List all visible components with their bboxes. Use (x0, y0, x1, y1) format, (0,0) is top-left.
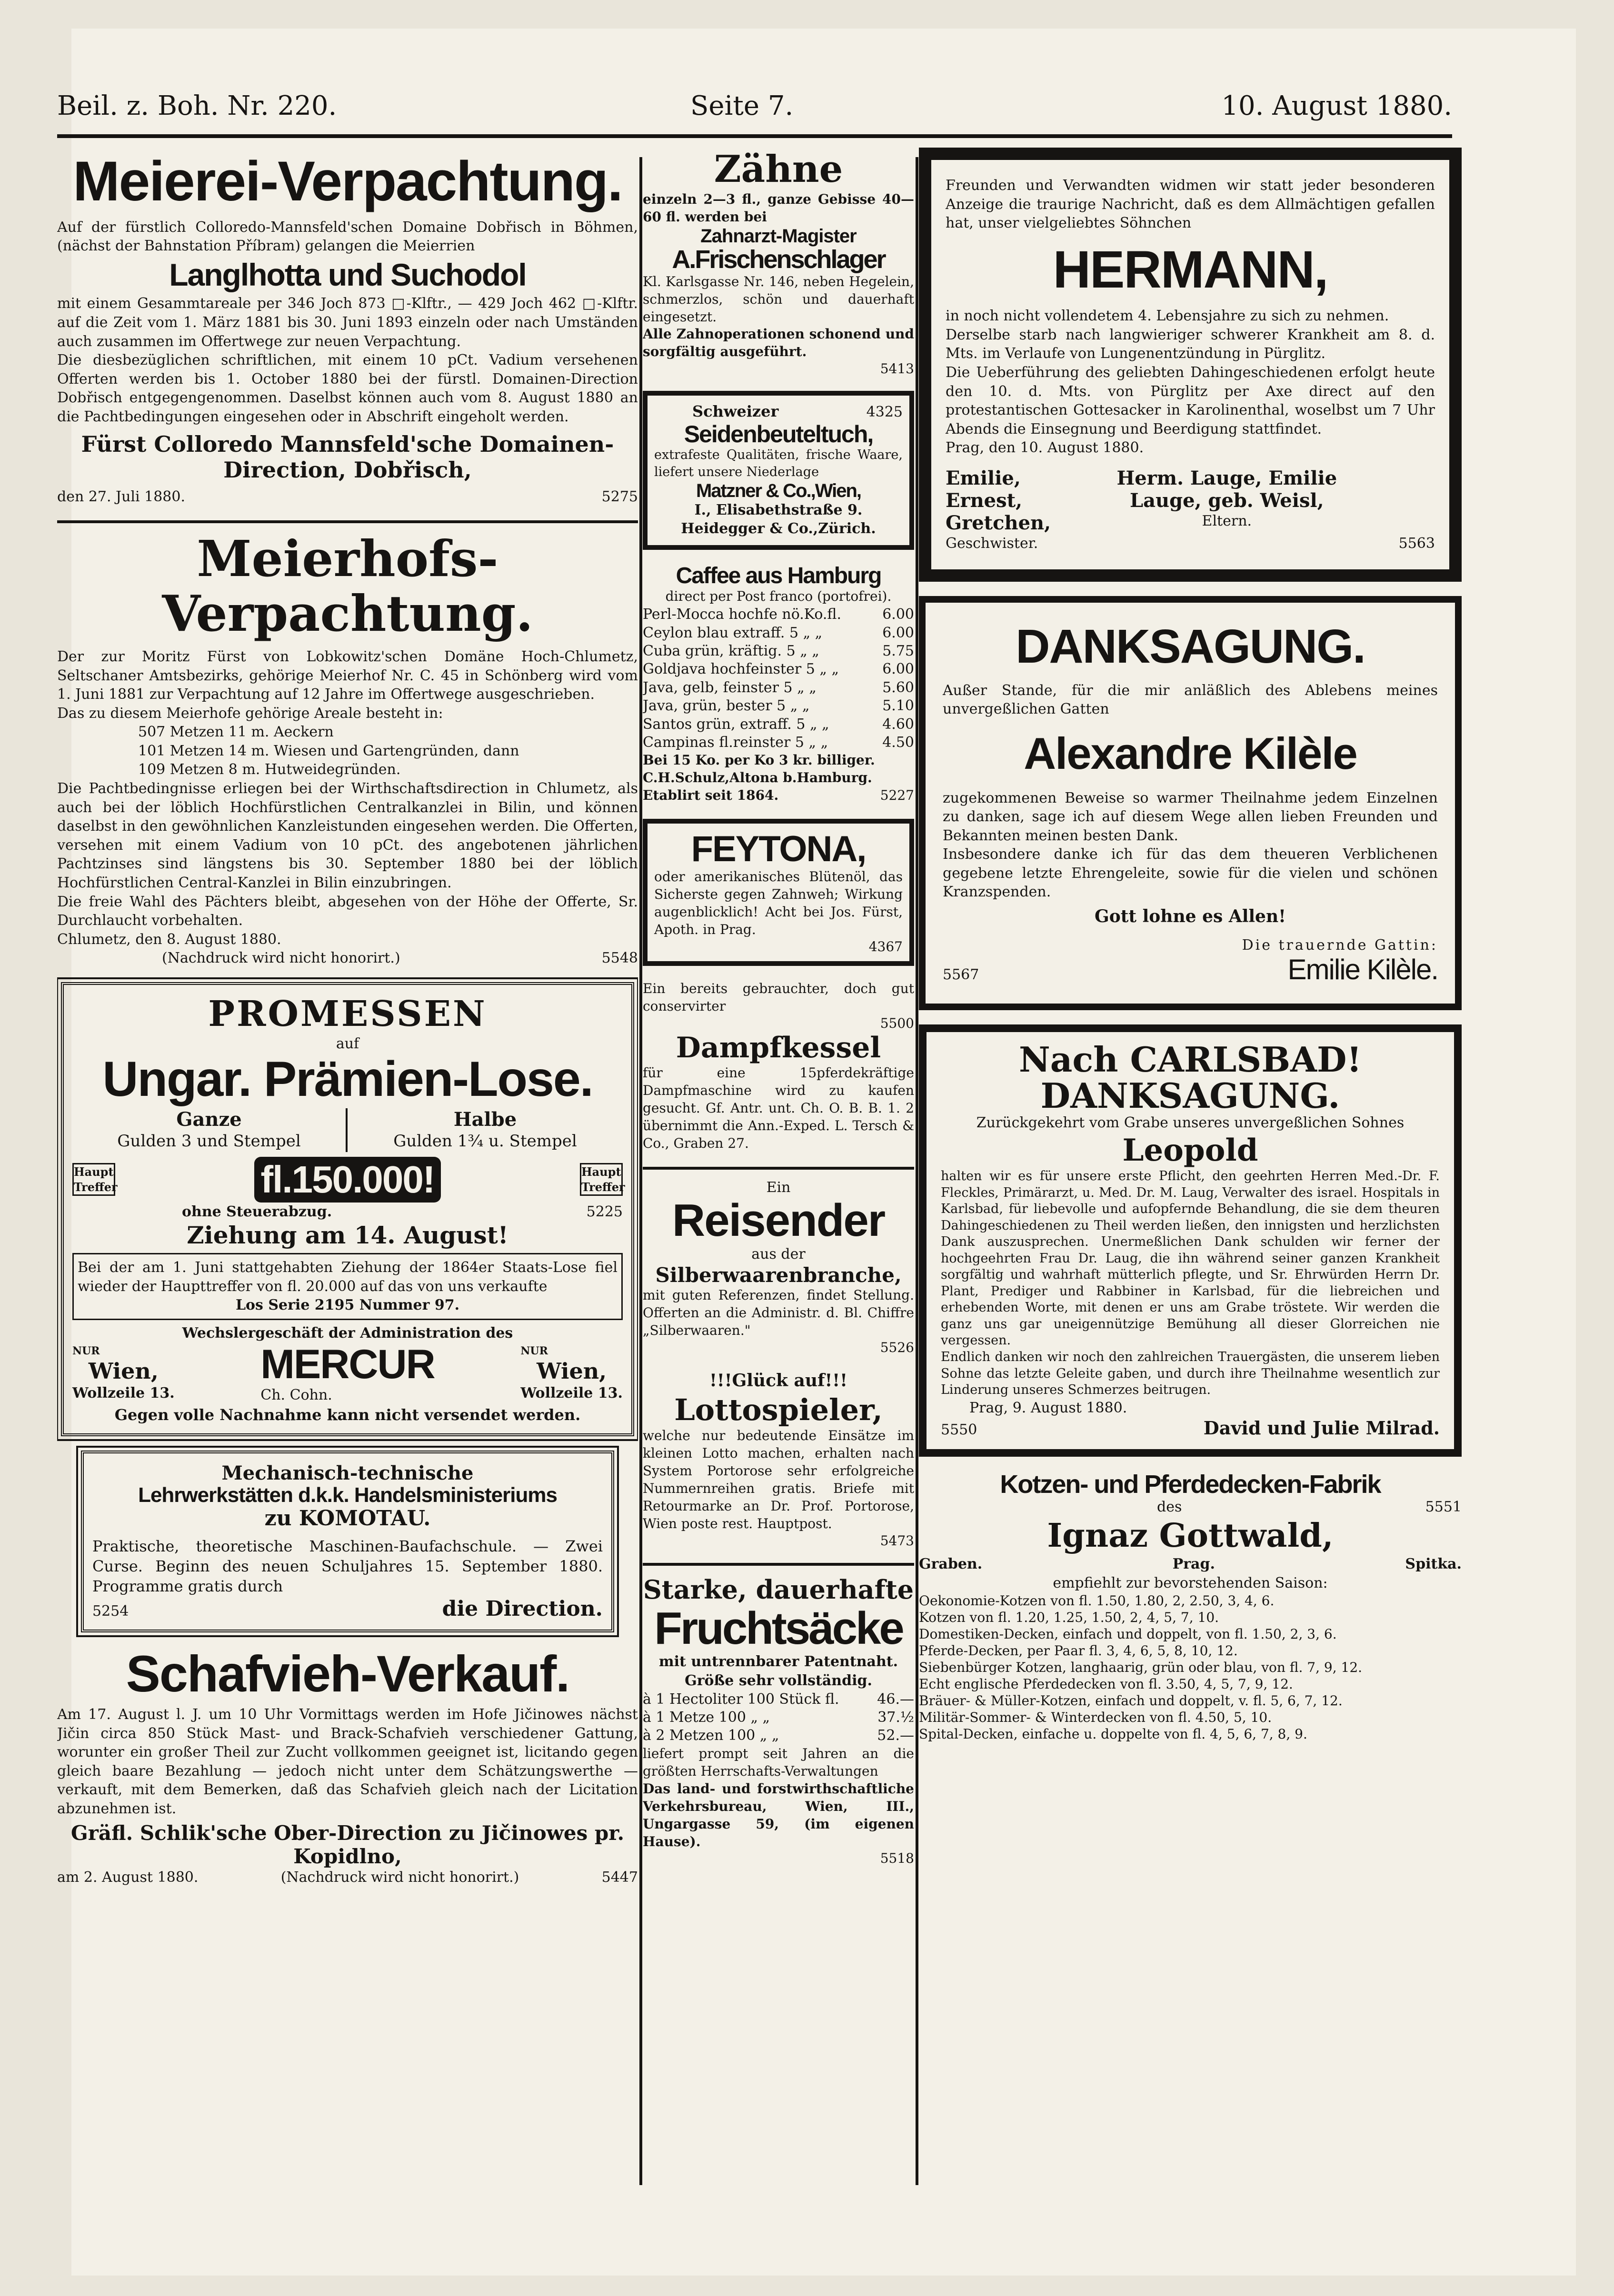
ad-text: !!!Glück auf!!! (709, 1371, 847, 1391)
item-price: 6.00 (882, 624, 914, 641)
column-middle (643, 148, 914, 2195)
item-label: à 2 Metzen 100 „ „ (643, 1727, 779, 1744)
ad-title: zu KOMOTAU. (264, 1506, 431, 1531)
haupt-amount: fl.150.000! (254, 1157, 441, 1203)
ad-signature: Emilie Kilèle. (1287, 954, 1438, 986)
item-price: 37.½ (877, 1709, 914, 1726)
ad-lotto (643, 1370, 914, 1548)
ad-title: DANKSAGUNG. (1040, 1075, 1340, 1116)
ad-text: Der zur Moritz Fürst von Lobkowitz'schen Domäne Hoch-Chlumetz, Seltschaner Amtsbezirks, gehörige Meierhof Nr. C. 45 in Schönberg wird vom 1. Juni 1881 zur Verpachtung auf 12 Jahre im Offertwege ausgeschrieben. (57, 648, 638, 703)
ad-number: 5526 (880, 1340, 914, 1356)
parent-label: Eltern. (1202, 513, 1252, 530)
item-price: 5.75 (882, 643, 914, 660)
ad-number: 5275 (601, 488, 638, 505)
ad-text: Die Ueberführung des geliebten Dahingeschiedenen erfolgt heute den 10. d. Mts. von Pürglitz per Axe direct auf den protestantischen Gottesacker in Karolinenthal, woselbst um 7 Uhr Abends die Einsegnung und Beerdigung stattfindet. (946, 364, 1435, 437)
ad-note: ohne Steuerabzug. (182, 1203, 332, 1220)
ad-title: Fruchtsäcke (654, 1602, 903, 1654)
ad-reisender (643, 1178, 914, 1356)
ad-number: 5254 (92, 1602, 129, 1620)
ad-text: Alle Zahnoperationen schonend und sorgfältig ausgeführt. (643, 326, 914, 360)
ad-date: am 2. August 1880. (57, 1869, 199, 1886)
ad-parents (1094, 467, 1360, 531)
mercur-addr: Wollzeile 13. (520, 1385, 623, 1402)
list-item (643, 734, 914, 752)
list-item: Domestiken-Decken, einfach und doppelt, von fl. 1.50, 2, 3, 6. (919, 1626, 1337, 1642)
ad-text: Praktische, theoretische Maschinen-Baufachschule. — Zwei Curse. Beginn des neuen Schuljahres 15. September 1880. Programme gratis durch (92, 1537, 603, 1596)
ad-title: FEYTONA, (691, 829, 866, 870)
ad-text: Ein bereits gebrauchter, doch gut conservirter (643, 980, 914, 1014)
ad-ziehung: Ziehung am 14. August! (187, 1221, 508, 1250)
ad-footer (643, 787, 914, 805)
price-list (919, 1592, 1462, 1742)
ad-number: 4367 (868, 938, 903, 954)
ad-number: 5550 (941, 1421, 977, 1439)
item-label: Cuba grün, kräftig. 5 „ „ (643, 643, 819, 660)
ad-area-1: 507 Metzen 11 m. Aeckern (138, 724, 334, 741)
list-item: Militär-Sommer- & Winterdecken von fl. 4.50, 5, 10. (919, 1710, 1272, 1726)
ad-signature: Fürst Colloredo Mannsfeld'sche Domainen-Direction, Dobřisch, (81, 431, 614, 483)
ad-number: 5567 (943, 966, 979, 984)
ad-text: des (1157, 1499, 1182, 1516)
price-halbe (348, 1108, 623, 1152)
column-rule-2 (916, 157, 918, 2185)
list-item (643, 697, 914, 715)
ad-places: Langlhotta und Suchodol (169, 257, 526, 293)
ad-title: Reisender (672, 1195, 885, 1246)
ad-firm: C.H.Schulz,Altona b.Hamburg. (643, 770, 872, 786)
item-label: Java, grün, bester 5 „ „ (643, 697, 810, 715)
list-item (643, 660, 914, 678)
ad-serie: Los Serie 2195 Nummer 97. (235, 1297, 460, 1314)
ad-note: Gegen volle Nachnahme kann nicht versendet werden. (114, 1405, 581, 1424)
ad-caffee (643, 564, 914, 805)
ad-title: Caffee aus Hamburg (676, 563, 881, 588)
ad-title: Starke, dauerhafte (643, 1574, 914, 1605)
ad-text: Bei der am 1. Juni stattgehabten Ziehung der 1864er Staats-Lose fiel wieder der Haupttreffer von fl. 20.000 auf das von uns verkaufte (78, 1259, 618, 1295)
ad-title: Lottospieler, (674, 1392, 883, 1427)
addr-graben: Graben. (919, 1556, 983, 1573)
mercur-title: MERCUR (260, 1341, 435, 1387)
issue-number: Beil. z. Boh. Nr. 220. (57, 90, 337, 121)
ad-number: 5227 (880, 787, 914, 804)
ad-text: welche nur bedeutende Einsätze im kleinen Lotto machen, erhalten nach System Portorose sehr erfolgreiche Nummernreihen gratis. Briefe mit Retourmarke an Dr. Prof. Portorose, Wien poste rest. Hauptpost. (643, 1427, 914, 1531)
list-item (643, 1727, 914, 1745)
ad-text: liefert prompt seit Jahren an die größten Herrschafts-Verwaltungen (643, 1745, 914, 1779)
ad-text: extrafeste Qualitäten, frische Waare, liefert unsere Niederlage (654, 447, 903, 480)
list-item (643, 1690, 914, 1709)
ad-text: Größe sehr vollständig. (685, 1672, 872, 1689)
ad-date: den 27. Juli 1880. (57, 488, 186, 505)
list-item: Kotzen von fl. 1.20, 1.25, 1.50, 2, 4, 5, 7, 10. (919, 1610, 1219, 1626)
ad-footer (943, 954, 1438, 984)
ad-date: Chlumetz, den 8. August 1880. (57, 931, 281, 948)
ad-lose: Ungar. Prämien-Lose. (102, 1051, 593, 1107)
item-price: 4.50 (882, 734, 914, 751)
ad-name: Alexandre Kilèle (1024, 728, 1357, 778)
list-item: Echt englische Pferdedecken von fl. 3.50, 4, 5, 7, 9, 12. (919, 1676, 1293, 1692)
ad-haupttreffer (72, 1157, 623, 1203)
item-price: 6.00 (882, 606, 914, 623)
ad-name: Leopold (1122, 1132, 1258, 1168)
list-item (643, 642, 914, 660)
ad-number: 5225 (586, 1203, 623, 1220)
ad-text: Außer Stande, für die mir anläßlich des Ablebens meines unvergeßlichen Gatten (943, 682, 1438, 718)
ad-date: Prag, den 10. August 1880. (946, 439, 1144, 457)
ad-footer (941, 1417, 1440, 1440)
ad-number: 5548 (601, 950, 638, 967)
item-label: à 1 Metze 100 „ „ (643, 1709, 770, 1726)
page-number: Seite 7. (690, 90, 794, 121)
ad-top-label: Schweizer (692, 402, 779, 421)
ad-number: 4325 (866, 404, 903, 421)
item-price: 46.— (877, 1690, 914, 1708)
ad-carlsbad (919, 1024, 1462, 1457)
ad-top (654, 402, 903, 422)
ad-firm: Das land- und forstwirthschaftliche Verkehrsbureau, Wien, III., Ungargasse 59, (im eigenen Hause). (643, 1780, 914, 1849)
price-list (643, 606, 914, 752)
ad-text: Endlich danken wir noch den zahlreichen Trauergästen, die unserem lieben Sohne das letzte Geleite gaben, und durch ihre Theilnahme wesentlich zur Linderung unseres Schmerzes beitrugen. (941, 1349, 1440, 1398)
ad-schafvieh (57, 1644, 638, 1887)
ad-title: Schafvieh-Verkauf. (126, 1644, 569, 1702)
separator (643, 1167, 914, 1170)
ad-dampf (643, 980, 914, 1153)
list-item: Spital-Decken, einfache u. doppelte von fl. 4, 5, 6, 7, 8, 9. (919, 1726, 1307, 1742)
price-label: Ganze (176, 1108, 242, 1131)
ad-text: Bei 15 Ko. per Ko 3 kr. billiger. (643, 752, 875, 768)
price-value: Gulden 3 und Stempel (117, 1131, 301, 1151)
mercur-owner: Ch. Cohn. (260, 1386, 332, 1403)
item-price: 4.60 (882, 716, 914, 733)
ad-text: Kl. Karlsgasse Nr. 146, neben Hegelein, schmerzlos, schön und dauerhaft eingesetzt. (643, 273, 914, 325)
list-item (643, 679, 914, 697)
ad-text: Die trauernde Gattin: (1242, 936, 1438, 954)
ad-area-2: 101 Metzen 14 m. Wiesen und Gartengründen, dann (138, 742, 519, 759)
parent-names: Herm. Lauge, Emilie Lauge, geb. Weisl, (1116, 467, 1337, 512)
ad-area-3: 109 Metzen 8 m. Hutweidegründen. (138, 761, 401, 778)
item-price: 5.10 (882, 697, 914, 715)
ad-text: Freunden und Verwandten widmen wir statt jeder besonderen Anzeige die traurige Nachricht, daß es dem Allmächtigen gefallen hat, unser vielgeliebtes Söhnchen (946, 177, 1435, 232)
ad-sub (919, 1498, 1462, 1517)
ad-number: 5447 (601, 1869, 638, 1886)
ad-title: Zähne (714, 148, 843, 191)
ad-text: für eine 15pferdekräftige Dampfmaschine wird zu kaufen gesucht. Gf. Antr. unt. Ch. O. B. B. 1. 2 übernimmt die Ann.-Exped. L. Tersch & Co., Graben 27. (643, 1064, 914, 1151)
ad-name: HERMANN, (1053, 240, 1328, 299)
sibling-label: Geschwister. (946, 535, 1038, 552)
ad-text: Ein (766, 1179, 791, 1196)
ad-text: mit einem Gesammtareale per 346 Joch 873 □-Klftr., — 429 Joch 462 □-Klftr. auf die Zeit vom 1. März 1881 bis 30. Juni 1893 einzeln oder nach Umständen auch zusammen im Offertwege zur neuen Verpachtung. (57, 295, 638, 350)
ad-number: 5518 (880, 1850, 914, 1867)
ad-footer (92, 1597, 603, 1621)
ad-signature: David und Julie Milrad. (1203, 1417, 1440, 1439)
ad-siblings (946, 467, 1055, 553)
ad-text: Insbesondere danke ich für das dem theueren Verblichenen gegebene letzte Ehrengeleite, sowie für die vielen und schönen Kranzspenden. (943, 846, 1438, 901)
list-item: Bräuer- & Müller-Kotzen, einfach und doppelt, v. fl. 5, 6, 7, 12. (919, 1693, 1343, 1709)
mercur-nur: NUR (72, 1345, 100, 1358)
mercur-addr: Wollzeile 13. (72, 1385, 175, 1402)
list-item (643, 1709, 914, 1727)
ad-family (946, 467, 1435, 553)
list-item (643, 606, 914, 624)
column-left (57, 148, 638, 2195)
addr-prag: Prag. (1172, 1556, 1215, 1573)
ad-title: Meierhofs-Verpachtung. (162, 529, 533, 643)
ad-text: Derselbe starb nach langwieriger schwerer Krankheit am 8. d. Mts. im Verlaufe von Lungenentzündung in Pürglitz. (946, 326, 1435, 362)
ad-text: Wechslergeschäft der Administration des (182, 1325, 513, 1342)
ad-text: Zurückgekehrt vom Grabe unseres unvergeßlichen Sohnes (976, 1114, 1405, 1132)
ad-seiden (643, 391, 914, 550)
ad-title: Kotzen- und Pferdedecken-Fabrik (1000, 1470, 1381, 1499)
ad-signature: Gräfl. Schlik'sche Ober-Direction zu Jičinowes pr. Kopidlno, (70, 1821, 625, 1868)
ad-address: I., Elisabethstraße 9. (694, 501, 863, 518)
item-price: 6.00 (882, 661, 914, 678)
separator (643, 1563, 914, 1566)
ad-title: Meierei-Verpachtung. (73, 150, 622, 213)
ad-firm: Matzner & Co.,Wien, (696, 480, 861, 501)
header-rule (57, 134, 1452, 138)
ad-text: Die freie Wahl des Pächters bleibt, abgesehen von der Höhe der Offerte, Sr. Durchlaucht vorbehalten. (57, 893, 638, 929)
list-item: Oekonomie-Kotzen von fl. 1.50, 1.80, 2, 2.50, 3, 4, 6. (919, 1593, 1275, 1609)
item-label: à 1 Hectoliter 100 Stück fl. (643, 1690, 839, 1708)
mercur-wien: Wien, (537, 1358, 607, 1384)
ad-kotzen (919, 1471, 1462, 1742)
price-value: Gulden 1¾ u. Stempel (393, 1131, 577, 1151)
ad-meierhof (57, 529, 638, 968)
ad-text: Am 17. August l. J. um 10 Uhr Vormittags werden im Hofe Jičinowes nächst Jičin circa 850 Stück Mast- und Brack-Schafvieh verschiedener Gattung, worunter ein großer Theil zur Zucht vollkommen geeignet ist, licitando gegen gleich baare Bezahlung — jedoch nicht unter dem Schätzungswerthe — verkauft, mit dem Bemerken, daß das Schafvieh gleich nach der Licitation abzunehmen ist. (57, 1706, 638, 1817)
addr-spitka: Spitka. (1405, 1556, 1462, 1573)
ad-komotau (81, 1451, 614, 1632)
ad-number: 5473 (880, 1532, 914, 1549)
ad-text: Das zu diesem Meierhofe gehörige Areale besteht in: (57, 705, 443, 722)
ad-text: einzeln 2—3 fl., ganze Gebisse 40—60 fl. werden bei (643, 191, 914, 225)
ad-address (919, 1555, 1462, 1574)
haupt-label: Haupt Treffer (580, 1163, 623, 1196)
column-rule-1 (639, 157, 642, 2185)
ad-text: oder amerikanisches Blütenöl, das Sicherste gegen Zahnweh; Wirkung augenblicklich! Acht bei Jos. Fürst, Apoth. in Prag. (654, 869, 903, 937)
list-item (643, 624, 914, 642)
ad-est: Etablirt seit 1864. (643, 787, 779, 804)
column-right (919, 148, 1462, 2195)
sibling-names: Emilie, Ernest, Gretchen, (946, 467, 1051, 535)
ad-text: zugekommenen Beweise so warmer Theilnahme jedem Einzelnen zu danken, sage ich auf diesem Wege allen lieben Freunden und Bekannten meinen besten Dank. (943, 789, 1438, 844)
mercur-right (520, 1344, 623, 1403)
page-header (57, 81, 1452, 138)
ad-date: Prag, 9. August 1880. (969, 1399, 1127, 1416)
ad-feytona (643, 819, 914, 966)
ad-footer (57, 949, 638, 968)
ad-number: 5500 (880, 1015, 914, 1031)
list-item: Pferde-Decken, per Paar fl. 3, 4, 6, 5, 8, 10, 12. (919, 1643, 1238, 1659)
item-label: Santos grün, extraff. 5 „ „ (643, 716, 829, 733)
ad-text: Die diesbezüglichen schriftlichen, mit einem 10 pCt. Vadium versehenen Offerten werden bis 1. October 1880 bei der fürstl. Domainen-Direction Dobřisch entgegengenommen. Daselbst können auch vom 8. August 1880 an die Pachtbedingungen eingesehen oder in Abschrift eingeholt werden. (57, 352, 638, 425)
separator (57, 520, 638, 523)
ad-zaehne (643, 148, 914, 377)
ad-text: empfiehlt zur bevorstehenden Saison: (1053, 1574, 1328, 1591)
item-price: 52.— (877, 1727, 914, 1744)
ad-name: Ignaz Gottwald, (1047, 1517, 1334, 1555)
ad-text: mit guten Referenzen, findet Stellung. Offerten an die Administr. d. Bl. Chiffre „Silberwaaren." (643, 1287, 914, 1339)
ad-footer (72, 1203, 623, 1222)
ad-text: direct per Post franco (portofrei). (665, 588, 892, 605)
ad-signature: die Direction. (442, 1596, 603, 1621)
ad-title: Dampfkessel (676, 1031, 881, 1064)
ad-prices (72, 1108, 623, 1152)
mercur-nur: NUR (520, 1345, 548, 1358)
price-ganze (72, 1108, 348, 1152)
ad-title: Nach CARLSBAD! (1018, 1039, 1362, 1080)
ad-who: Zahnarzt-Magister (700, 225, 857, 247)
list-item: Siebenbürger Kotzen, langhaarig, grün oder blau, von fl. 7, 9, 12. (919, 1660, 1363, 1676)
list-item (643, 716, 914, 734)
ad-text: in noch nicht vollendetem 4. Lebensjahre zu sich zu nehmen. (946, 308, 1389, 325)
ad-title: Seidenbeuteltuch, (684, 420, 873, 447)
ad-note: (Nachdruck wird nicht honorirt.) (162, 950, 400, 967)
ad-number: 5413 (880, 361, 914, 377)
mercur-left (72, 1344, 175, 1403)
item-label: Goldjava hochfeinster 5 „ „ (643, 661, 839, 678)
ad-number: 5551 (1425, 1499, 1462, 1516)
ad-hermann (919, 148, 1462, 582)
mercur-wien: Wien, (88, 1358, 159, 1384)
ad-note: (Nachdruck wird nicht honorirt.) (280, 1869, 519, 1886)
ad-title: PROMESSEN (208, 994, 487, 1034)
ad-text: aus der (751, 1245, 806, 1262)
ad-title: Mechanisch-technische (221, 1461, 474, 1484)
ad-text: halten wir es für unsere erste Pflicht, den geehrten Herren Med.-Dr. F. Fleckles, Primärarzt, u. Med. Dr. M. Laug, Verwalter des israel. Hospitals in Karlsbad, für liebevolle und aufopfernde Behandlung, die sie dem theuren Dahingeschiedenen zu Theil werden ließen, den innigsten und herzlichsten Dank auszusprechen. Unermeßlichen Dank schulden wir ferner der hochgeehrten Frau Dr. Laug, die ihn während seiner ganzen Krankheit sorgfältig und wahrhaft mütterlich pflegte, und Sr. Ehrwürden Herrn Dr. Plant, Prediger und Rabbiner in Karlsbad, für die liebreichen und erhebenden Worte, mit denen er uns am Grabe tröstete. Wir werden die ganz uns gar uneigennützige Bemühung all dieser Glorreichen nie vergessen. (941, 1168, 1440, 1348)
ad-danksagung (919, 596, 1462, 1011)
price-list (643, 1690, 914, 1745)
ad-text: Die Pachtbedingnisse erliegen bei der Wirthschaftsdirection in Chlumetz, als auch bei der löblich Hochfürstlichen Centralkanzlei in Bilin, und können daselbst in den gewöhnlichen Kanzleistunden eingesehen werden. Die Offerten, versehen mit einem Vadium von 10 pCt. des angebotenen jährlichen Pachtzinses sind längstens bis 30. September 1880 bei der löblich Hochfürstlichen Central-Kanzlei in Bilin einzubringen. (57, 780, 638, 892)
item-label: Ceylon blau extraff. 5 „ „ (643, 624, 823, 641)
item-price: 5.60 (882, 679, 914, 696)
ad-footer (57, 1868, 638, 1887)
ad-frucht (643, 1574, 914, 1867)
ad-text: Auf der fürstlich Colloredo-Mannsfeld'schen Domaine Dobřisch in Böhmen, (nächst der Bahnstation Příbram) gelangen die Meierrien (57, 219, 638, 255)
ad-text: mit untrennbarer Patentnaht. (658, 1653, 898, 1670)
haupt-label: Haupt Treffer (72, 1163, 115, 1196)
item-label: Perl-Mocca hochfe nö.Ko.fl. (643, 606, 841, 623)
issue-date: 10. August 1880. (1221, 90, 1452, 121)
ad-meierei (57, 152, 638, 506)
ad-title: Lehrwerkstätten d.k.k. Handelsministeriums (138, 1483, 557, 1507)
ad-promessen (61, 982, 634, 1436)
ad-text: Gott lohne es Allen! (1095, 906, 1286, 927)
ad-mercur (72, 1343, 623, 1405)
ad-box (72, 1253, 623, 1320)
price-label: Halbe (453, 1108, 517, 1131)
ad-text: auf (336, 1035, 359, 1052)
item-label: Java, gelb, feinster 5 „ „ (643, 679, 817, 696)
ad-title: DANKSAGUNG. (1016, 619, 1365, 673)
ad-footer: Heidegger & Co.,Zürich. (681, 520, 876, 537)
ad-branche: Silberwaarenbranche, (655, 1263, 902, 1287)
mercur-center (260, 1343, 434, 1405)
ad-number: 5563 (1398, 535, 1435, 552)
ad-footer (57, 487, 638, 507)
item-label: Campinas fl.reinster 5 „ „ (643, 734, 828, 751)
ad-name: A.Frischenschlager (672, 245, 885, 274)
